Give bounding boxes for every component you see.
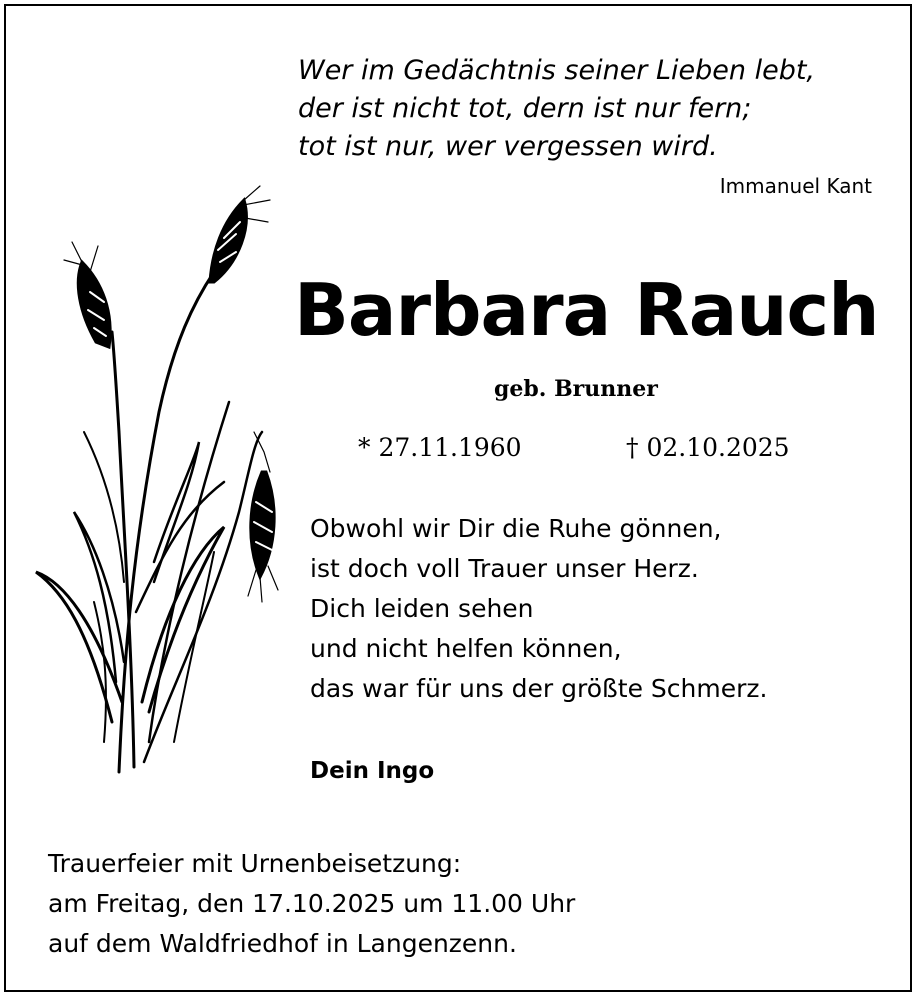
poem-line: und nicht helfen können, [310, 634, 622, 663]
funeral-info [48, 844, 575, 964]
funeral-line: auf dem Waldfriedhof in Langenzenn. [48, 929, 517, 958]
poem-line: Dich leiden sehen [310, 594, 534, 623]
obituary-card [4, 4, 912, 992]
signature: Dein Ingo [310, 758, 435, 784]
quote-line: Wer im Gedächtnis seiner Lieben lebt, [298, 55, 816, 86]
wheat-stalks-icon [24, 182, 294, 782]
birth-name: geb. Brunner [494, 376, 658, 402]
birth-date: * 27.11.1960 [358, 433, 522, 462]
quote-line: der ist nicht tot, dern ist nur fern; [298, 93, 752, 124]
death-date: † 02.10.2025 [626, 433, 790, 462]
kant-quote [298, 52, 815, 166]
funeral-line: am Freitag, den 17.10.2025 um 11.00 Uhr [48, 889, 576, 918]
funeral-line: Trauerfeier mit Urnenbeisetzung: [48, 849, 462, 878]
memorial-poem [310, 509, 767, 709]
quote-line: tot ist nur, wer vergessen wird. [298, 131, 718, 162]
poem-line: Obwohl wir Dir die Ruhe gönnen, [310, 514, 722, 543]
deceased-name: Barbara Rauch [294, 268, 879, 352]
poem-line: das war für uns der größte Schmerz. [310, 674, 768, 703]
poem-line: ist doch voll Trauer unser Herz. [310, 554, 699, 583]
quote-author: Immanuel Kant [719, 174, 872, 198]
